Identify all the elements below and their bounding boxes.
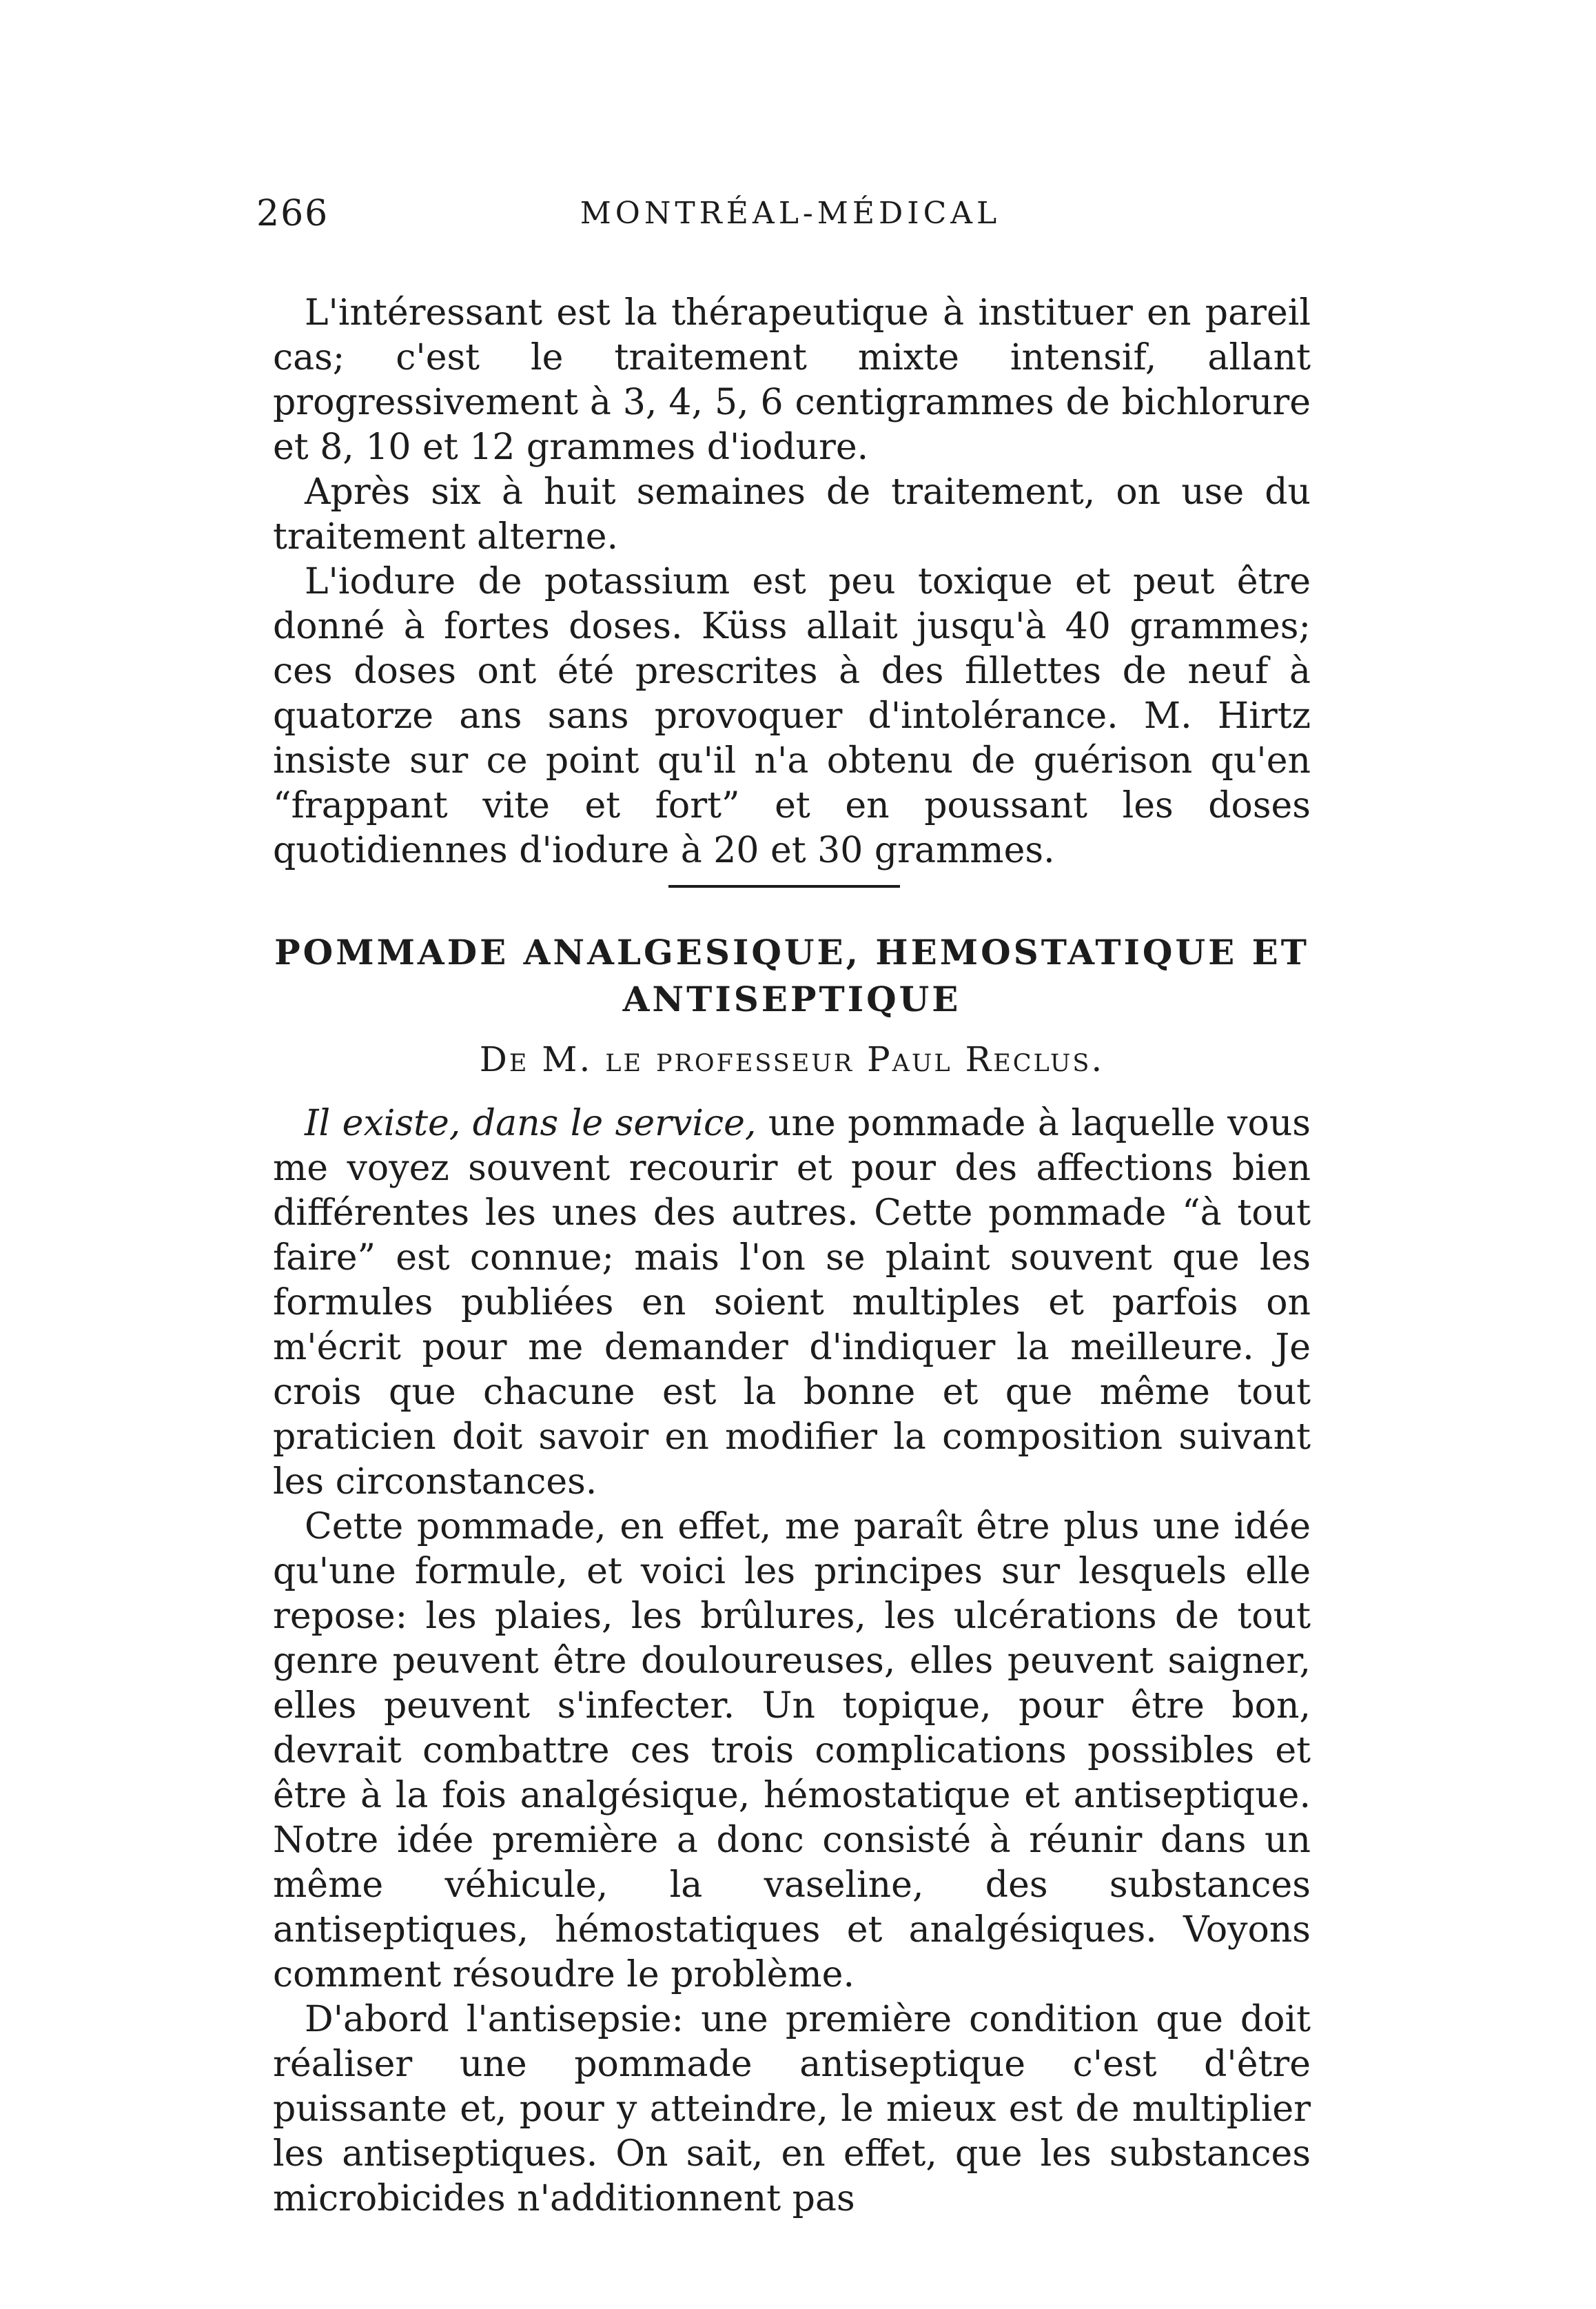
page-number: 266 [256, 193, 329, 234]
paragraph [273, 1101, 1311, 1505]
paragraph: L'iodure de potassium est peu toxique et peut être donné à fortes doses. Küss allait jusqu'à 40 grammes; ces doses ont été prescrites à des fillettes de neuf à quatorze ans sans provoquer d'intolérance. M. Hirtz insiste sur ce point qu'il n'a obtenu de guérison qu'en “frappant vite et fort” et en poussant les doses quotidiennes d'iodure à 20 et 30 grammes. [273, 561, 1311, 871]
section-text [273, 1101, 1311, 2221]
paragraph-rest: une pommade à laquelle vous me voyez souvent recourir et pour des affections bien différentes les unes des autres. Cette pommade “à tout faire” est connue; mais l'on se plaint souvent que les formules publiées en soient multiples et parfois on m'écrit pour me demander d'indiquer la meilleure. Je crois que chacune est la bonne et que même tout praticien doit savoir en modifier la composition suivant les circonstances. [273, 1103, 1311, 1503]
running-head: MONTRÉAL-MÉDICAL [580, 196, 1001, 231]
page-header [256, 186, 1324, 248]
intro-text [273, 291, 1311, 873]
paragraph: Cette pommade, en effet, me paraît être plus une idée qu'une formule, et voici les principes sur lesquels elle repose: les plaies, les brûlures, les ulcérations de tout genre peuvent être douloureuses, elles peuvent saigner, elles peuvent s'infecter. Un topique, pour être bon, devrait combattre ces trois complications possibles et être à la fois analgésique, hémostatique et antiseptique. Notre idée première a donc consisté à réunir dans un même véhicule, la vaseline, des substances antiseptiques, hémostatiques et analgésiques. Voyons comment résoudre le problème. [273, 1506, 1311, 1995]
paragraph: Après six à huit semaines de traitement, on use du traitement alterne. [273, 471, 1311, 558]
paragraph: D'abord l'antisepsie: une première condition que doit réaliser une pommade antiseptique c'est d'être puissante et, pour y atteindre, le mieux est de multiplier les antiseptiques. On sait, en effet, que les substances microbicides n'additionnent pas [273, 1999, 1311, 2219]
italic-lead: Il existe, dans le service, [305, 1103, 757, 1144]
section-byline: De M. le professeur Paul Reclus. [479, 1039, 1105, 1079]
paragraph: L'intéressant est la thérapeutique à instituer en pareil cas; c'est le traitement mixte intensif, allant progressivement à 3, 4, 5, 6 centigrammes de bichlorure et 8, 10 et 12 grammes d'iodure. [273, 292, 1311, 468]
section-divider [668, 885, 900, 888]
section-title: POMMADE ANALGESIQUE, HEMOSTATIQUE ET ANTISEPTIQUE [274, 932, 1309, 1019]
